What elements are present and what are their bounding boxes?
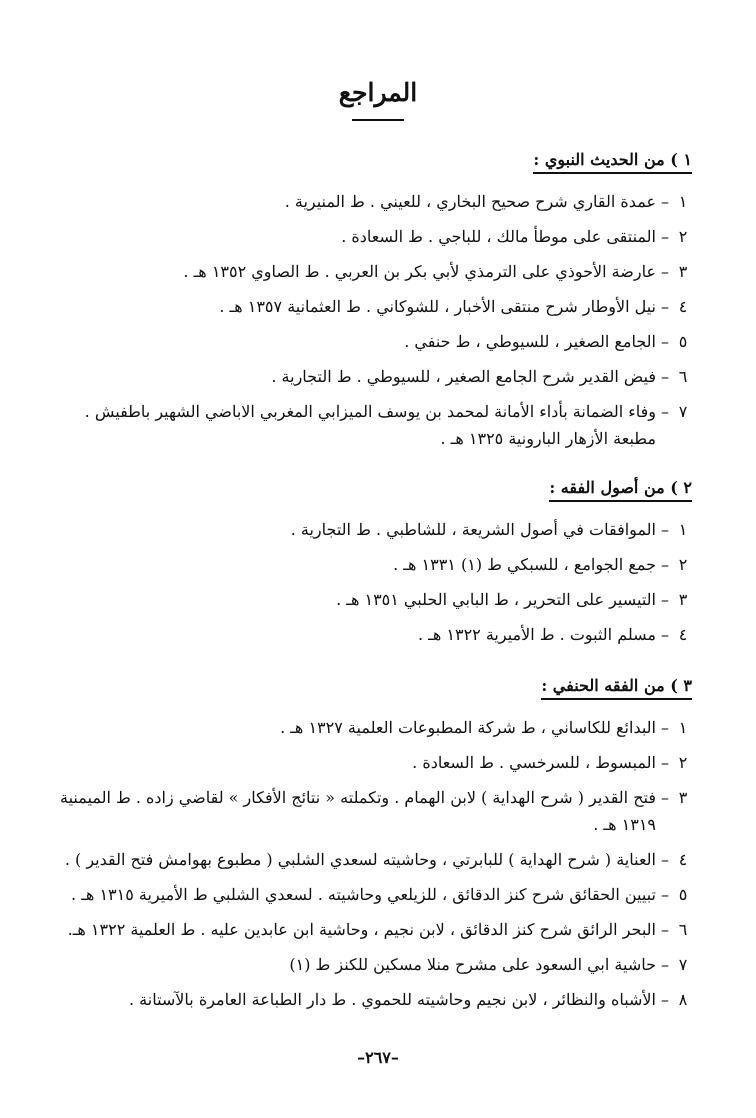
reference-entry: [60, 328, 692, 355]
entry-number: ٤: [678, 297, 688, 316]
entry-dash: –: [661, 332, 669, 351]
entry-number: ٣: [678, 262, 688, 281]
reference-entry: [60, 293, 692, 320]
section-heading: ٢ ) من أصول الفقه :: [549, 478, 692, 502]
entry-text: العناية ( شرح الهداية ) للبابرتي ، وحاشيته لسعدي الشلبي ( مطبوع بهوامش فتح القدير ) .: [64, 850, 656, 869]
entry-text: الموافقات في أصول الشريعة ، للشاطبي . ط التجارية .: [290, 520, 656, 539]
entry-text: مسلم الثبوت . ط الأميرية ١٣٢٢ هـ .: [418, 625, 656, 644]
reference-entry: [60, 258, 692, 285]
entry-dash: –: [661, 227, 669, 246]
reference-entry: [60, 551, 692, 578]
page-title: المراجع: [338, 78, 418, 107]
section-heading: ١ ) من الحديث النبوي :: [533, 150, 692, 174]
reference-entry: [60, 621, 692, 648]
entry-dash: –: [661, 718, 669, 737]
entry-number: ٢: [678, 555, 688, 574]
reference-entry: [60, 784, 692, 838]
entry-dash: –: [661, 753, 669, 772]
section-usul-fiqh: [60, 478, 692, 656]
section-hanafi-fiqh: [60, 676, 692, 1021]
reference-entry: [60, 516, 692, 543]
entry-number: ٤: [678, 850, 688, 869]
entry-dash: –: [661, 850, 669, 869]
entry-number: ٤: [678, 625, 688, 644]
reference-list: [60, 516, 692, 648]
entry-text: عمدة القاري شرح صحيح البخاري ، للعيني . ط المنيرية .: [284, 192, 656, 211]
entry-text: فتح القدير ( شرح الهداية ) لابن الهمام . وتكملته « نتائج الأفكار » لقاضي زاده . ط الميمنية ١٣١٩ هـ .: [60, 788, 656, 834]
entry-dash: –: [661, 262, 669, 281]
entry-dash: –: [661, 402, 669, 421]
page-number: –٢٦٧–: [357, 1048, 399, 1067]
entry-number: ١: [678, 192, 688, 211]
reference-entry: [60, 951, 692, 978]
entry-number: ٢: [678, 227, 688, 246]
entry-text: الأشباه والنظائر ، لابن نجيم وحاشيته للحموي . ط دار الطباعة العامرة بالآستانة .: [128, 990, 656, 1009]
reference-entry: [60, 223, 692, 250]
entry-number: ٧: [678, 955, 688, 974]
reference-entry: [60, 916, 692, 943]
entry-number: ٣: [678, 590, 688, 609]
entry-dash: –: [661, 590, 669, 609]
entry-text: نيل الأوطار شرح منتقى الأخبار ، للشوكاني . ط العثمانية ١٣٥٧ هـ .: [219, 297, 656, 316]
entry-number: ١: [678, 718, 688, 737]
entry-dash: –: [661, 885, 669, 904]
entry-text: فيض القدير شرح الجامع الصغير ، للسيوطي . ط التجارية .: [271, 367, 656, 386]
entry-dash: –: [661, 192, 669, 211]
entry-dash: –: [661, 788, 669, 807]
entry-dash: –: [661, 955, 669, 974]
entry-dash: –: [661, 625, 669, 644]
reference-entry: [60, 846, 692, 873]
reference-entry: [60, 714, 692, 741]
reference-entry: [60, 881, 692, 908]
reference-entry: [60, 586, 692, 613]
entry-text: المبسوط ، للسرخسي . ط السعادة .: [412, 753, 656, 772]
reference-entry: [60, 749, 692, 776]
entry-number: ٧: [678, 402, 688, 421]
entry-dash: –: [661, 990, 669, 1009]
entry-dash: –: [661, 555, 669, 574]
entry-number: ٣: [678, 788, 688, 807]
entry-number: ٦: [678, 920, 688, 939]
reference-list: [60, 714, 692, 1013]
entry-number: ٢: [678, 753, 688, 772]
title-block: [0, 78, 756, 121]
reference-entry: [60, 986, 692, 1013]
entry-number: ٦: [678, 367, 688, 386]
entry-text: التيسير على التحرير ، ط البابي الحلبي ١٣٥١ هـ .: [336, 590, 656, 609]
entry-dash: –: [661, 367, 669, 386]
reference-list: [60, 188, 692, 452]
entry-dash: –: [661, 297, 669, 316]
entry-number: ٥: [678, 332, 688, 351]
entry-number: ١: [678, 520, 688, 539]
entry-text: عارضة الأحوذي على الترمذي لأبي بكر بن العربي . ط الصاوي ١٣٥٢ هـ .: [183, 262, 656, 281]
reference-entry: [60, 398, 692, 452]
entry-text: تبيين الحقائق شرح كنز الدقائق ، للزيلعي وحاشيته . لسعدي الشلبي ط الأميرية ١٣١٥ هـ .: [71, 885, 656, 904]
entry-text: البحر الرائق شرح كنز الدقائق ، لابن نجيم ، وحاشية ابن عابدين عليه . ط العلمية ١٣٢٢ هـ.: [67, 920, 656, 939]
entry-text: المنتقى على موطأ مالك ، للباجي . ط السعادة .: [341, 227, 656, 246]
entry-text: حاشية ابي السعود على مشرح منلا مسكين للكنز ط (١): [289, 955, 656, 974]
section-hadith: [60, 150, 692, 460]
entry-dash: –: [661, 920, 669, 939]
entry-text: الجامع الصغير ، للسيوطي ، ط حنفي .: [404, 332, 656, 351]
entry-number: ٥: [678, 885, 688, 904]
entry-text: وفاء الضمانة بأداء الأمانة لمحمد بن يوسف الميزابي المغربي الاباضي الشهير باطفيش . مطبعة الأزهار البارونية ١٣٢٥ هـ .: [84, 402, 656, 448]
reference-entry: [60, 188, 692, 215]
entry-number: ٨: [678, 990, 688, 1009]
entry-text: جمع الجوامع ، للسبكي ط (١) ١٣٣١ هـ .: [393, 555, 656, 574]
title-underline: [352, 119, 404, 121]
entry-dash: –: [661, 520, 669, 539]
reference-entry: [60, 363, 692, 390]
entry-text: البدائع للكاساني ، ط شركة المطبوعات العلمية ١٣٢٧ هـ .: [280, 718, 656, 737]
section-heading: ٣ ) من الفقه الحنفي :: [541, 676, 692, 700]
